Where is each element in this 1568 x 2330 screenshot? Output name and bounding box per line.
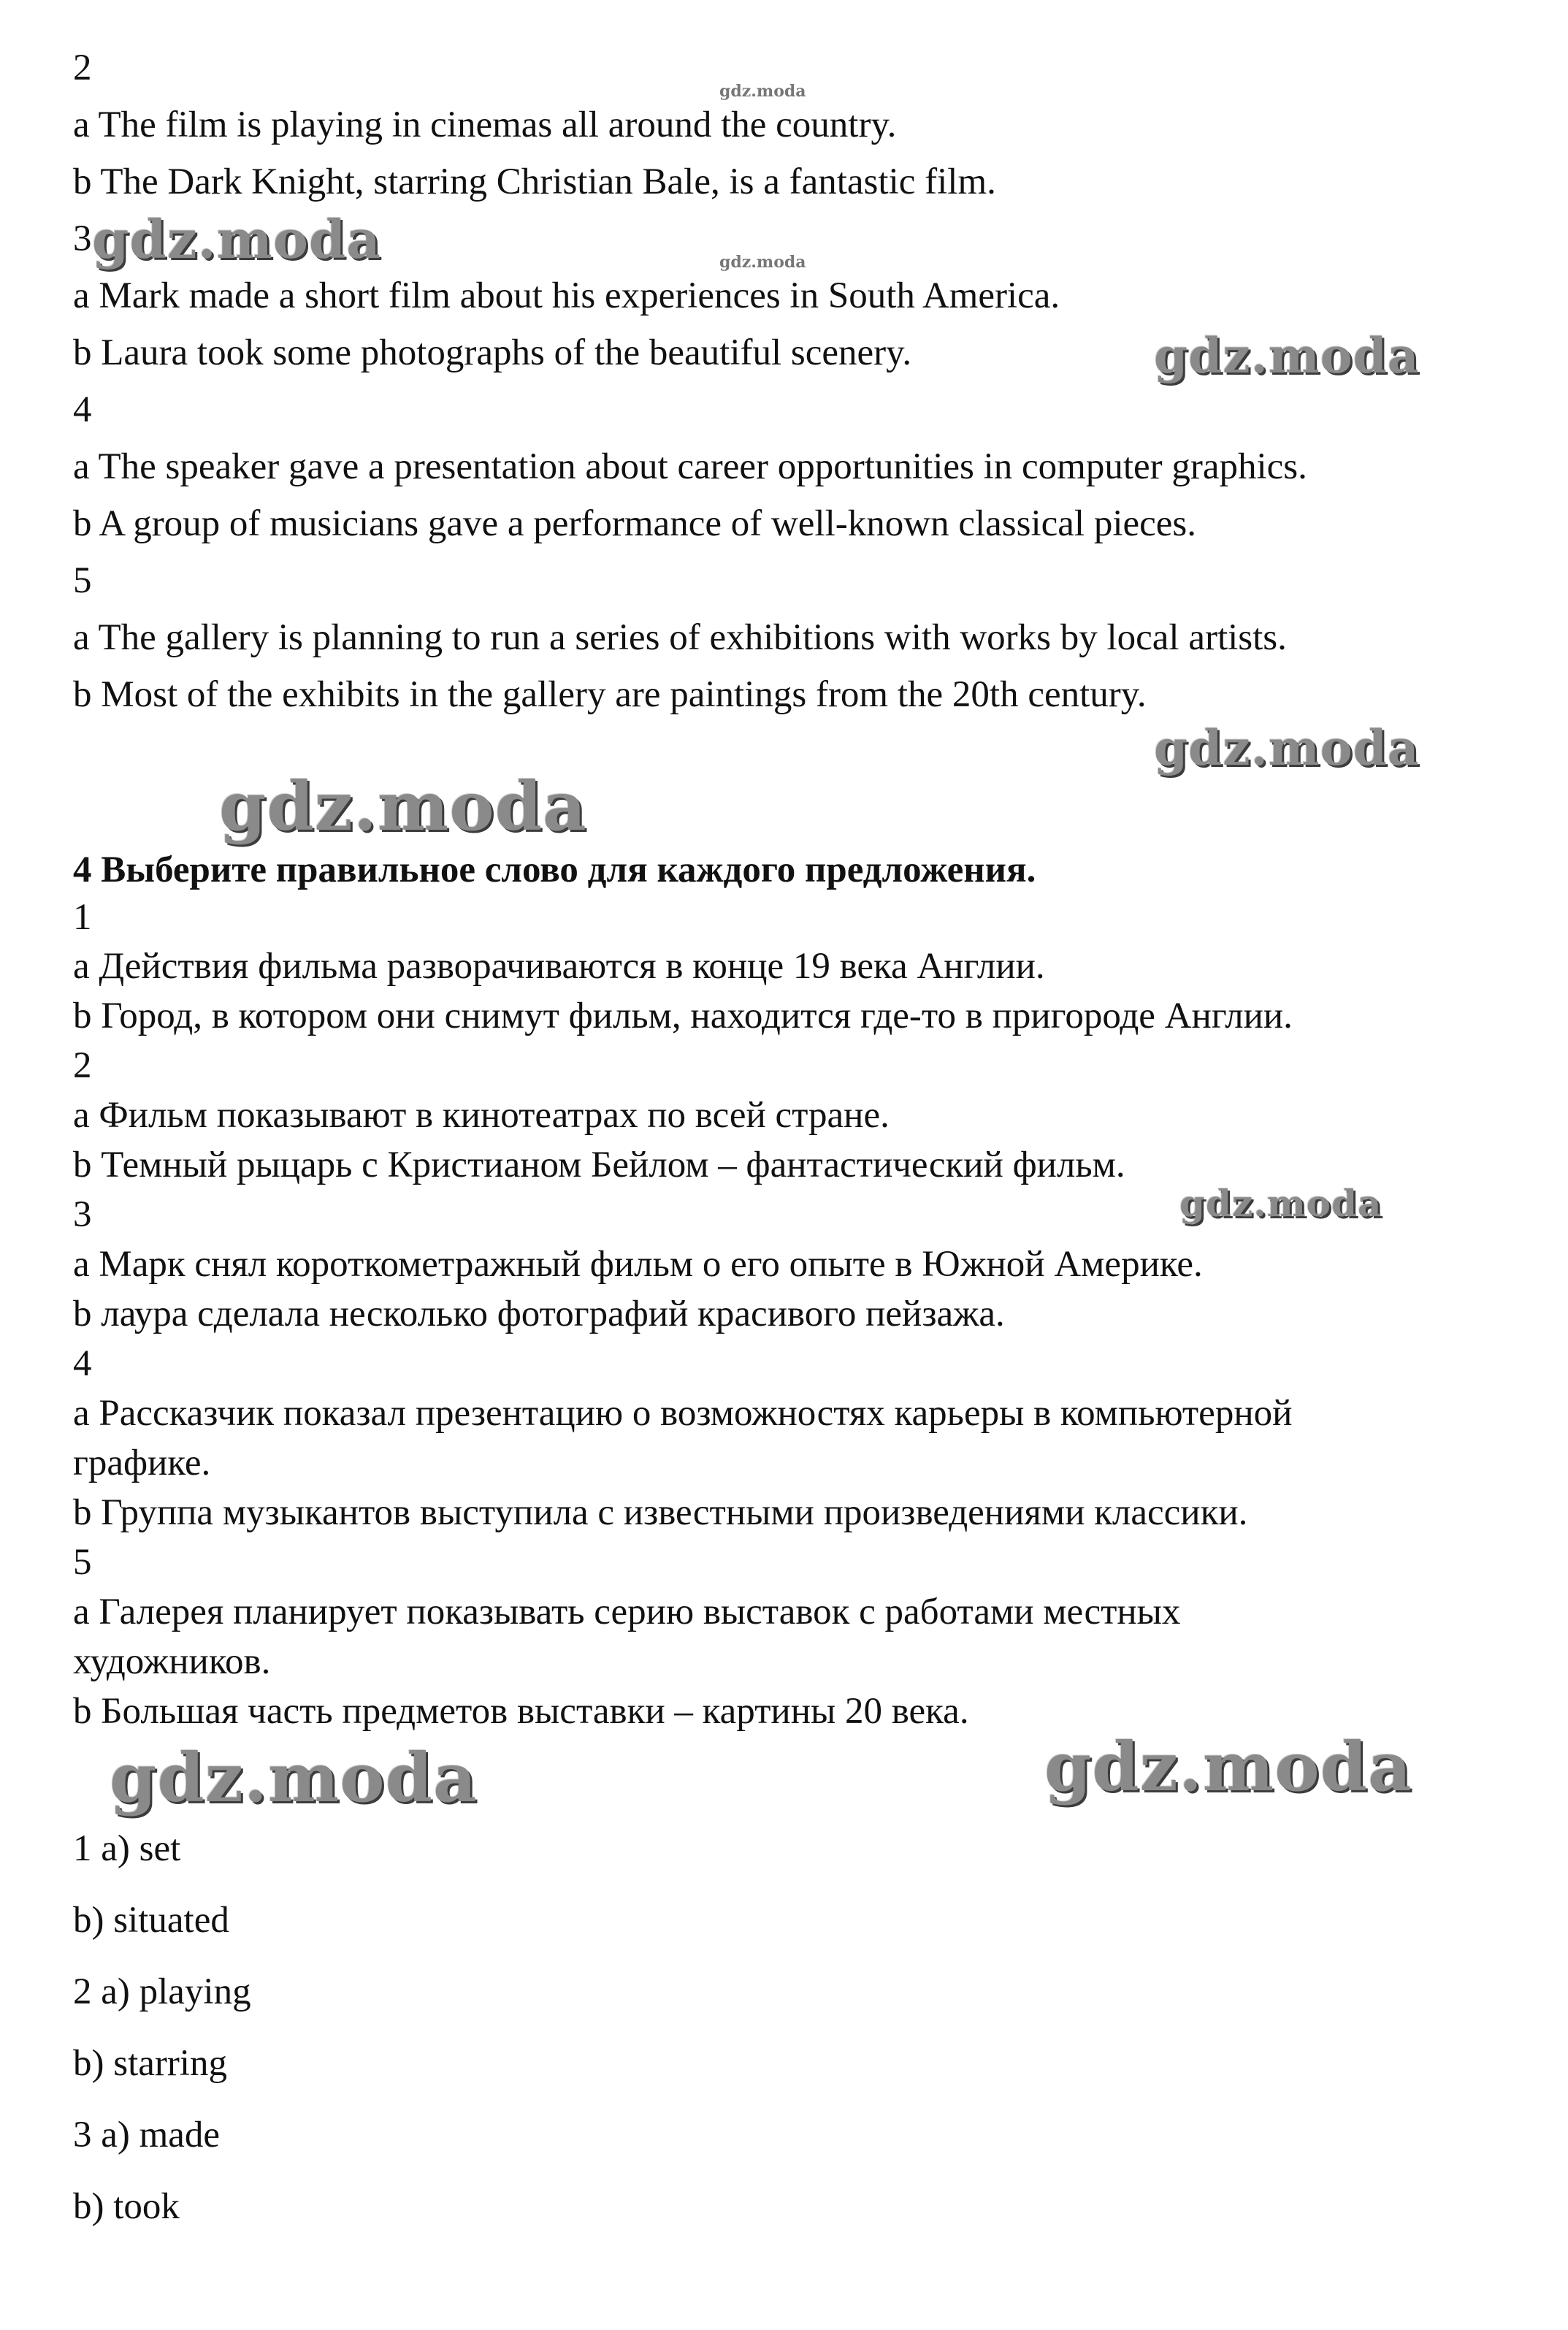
answer-line: 3 a) made [73,2115,221,2155]
item-number: 3 [73,1194,92,1235]
sentence-a-continued: художников. [73,1641,271,1682]
watermark-logo: gdz.moda [1154,719,1420,776]
sentence-a: a Марк снял короткометражный фильм о его опыте в Южной Америке. [73,1244,1203,1285]
sentence-b: b The Dark Knight, starring Christian Bale, is a fantastic film. [73,161,996,202]
item-number: 2 [73,47,92,88]
watermark-logo: gdz.moda [1154,327,1420,384]
sentence-b: b Группа музыкантов выступила с известными произведениями классики. [73,1492,1248,1533]
section-heading: 4 Выберите правильное слово для каждого предложения. [73,849,1036,890]
watermark-logo: gdz.moda [110,1738,478,1817]
sentence-a: a The gallery is planning to run a series of exhibitions with works by local artists. [73,617,1287,658]
sentence-a: a Галерея планирует показывать серию выставок с работами местных [73,1592,1181,1632]
watermark-logo: gdz.moda [1179,1182,1382,1225]
sentence-a: a Действия фильма разворачиваются в конце 19 века Англии. [73,946,1045,987]
watermark-logo: gdz.moda [92,208,381,270]
answer-line: b) took [73,2186,180,2227]
sentence-a: a The film is playing in cinemas all around the country. [73,104,897,145]
watermark-logo: gdz.moda [719,82,806,101]
sentence-b: b Город, в котором они снимут фильм, находится где-то в пригороде Англии. [73,996,1293,1036]
sentence-a: a The speaker gave a presentation about career opportunities in computer graphics. [73,446,1307,487]
item-number: 5 [73,1542,92,1583]
sentence-b: b Большая часть предметов выставки – картины 20 века. [73,1691,969,1732]
answer-line: 2 a) playing [73,1971,251,2012]
answer-line: 1 a) set [73,1828,181,1869]
sentence-a-continued: графике. [73,1443,211,1483]
item-number: 5 [73,560,92,601]
item-number: 1 [73,897,92,938]
sentence-b: b Темный рыцарь с Кристианом Бейлом – фантастический фильм. [73,1145,1125,1185]
watermark-logo: gdz.moda [219,767,587,846]
item-number: 4 [73,389,92,430]
item-number: 4 [73,1343,92,1384]
sentence-a: a Рассказчик показал презентацию о возможностях карьеры в компьютерной [73,1393,1293,1434]
sentence-b: b A group of musicians gave a performance of well-known classical pieces. [73,503,1196,544]
sentence-b: b лаура сделала несколько фотографий красивого пейзажа. [73,1294,1005,1334]
item-number: 2 [73,1045,92,1086]
sentence-b: b Laura took some photographs of the beautiful scenery. [73,332,912,373]
answer-line: b) situated [73,1900,229,1941]
sentence-a: a Mark made a short film about his experiences in South America. [73,275,1060,316]
watermark-logo: gdz.moda [1044,1727,1412,1806]
sentence-a: a Фильм показывают в кинотеатрах по всей стране. [73,1095,890,1136]
watermark-logo: gdz.moda [719,253,806,272]
answer-line: b) starring [73,2043,228,2084]
item-number: 3 [73,218,92,259]
sentence-b: b Most of the exhibits in the gallery are paintings from the 20th century. [73,674,1147,715]
